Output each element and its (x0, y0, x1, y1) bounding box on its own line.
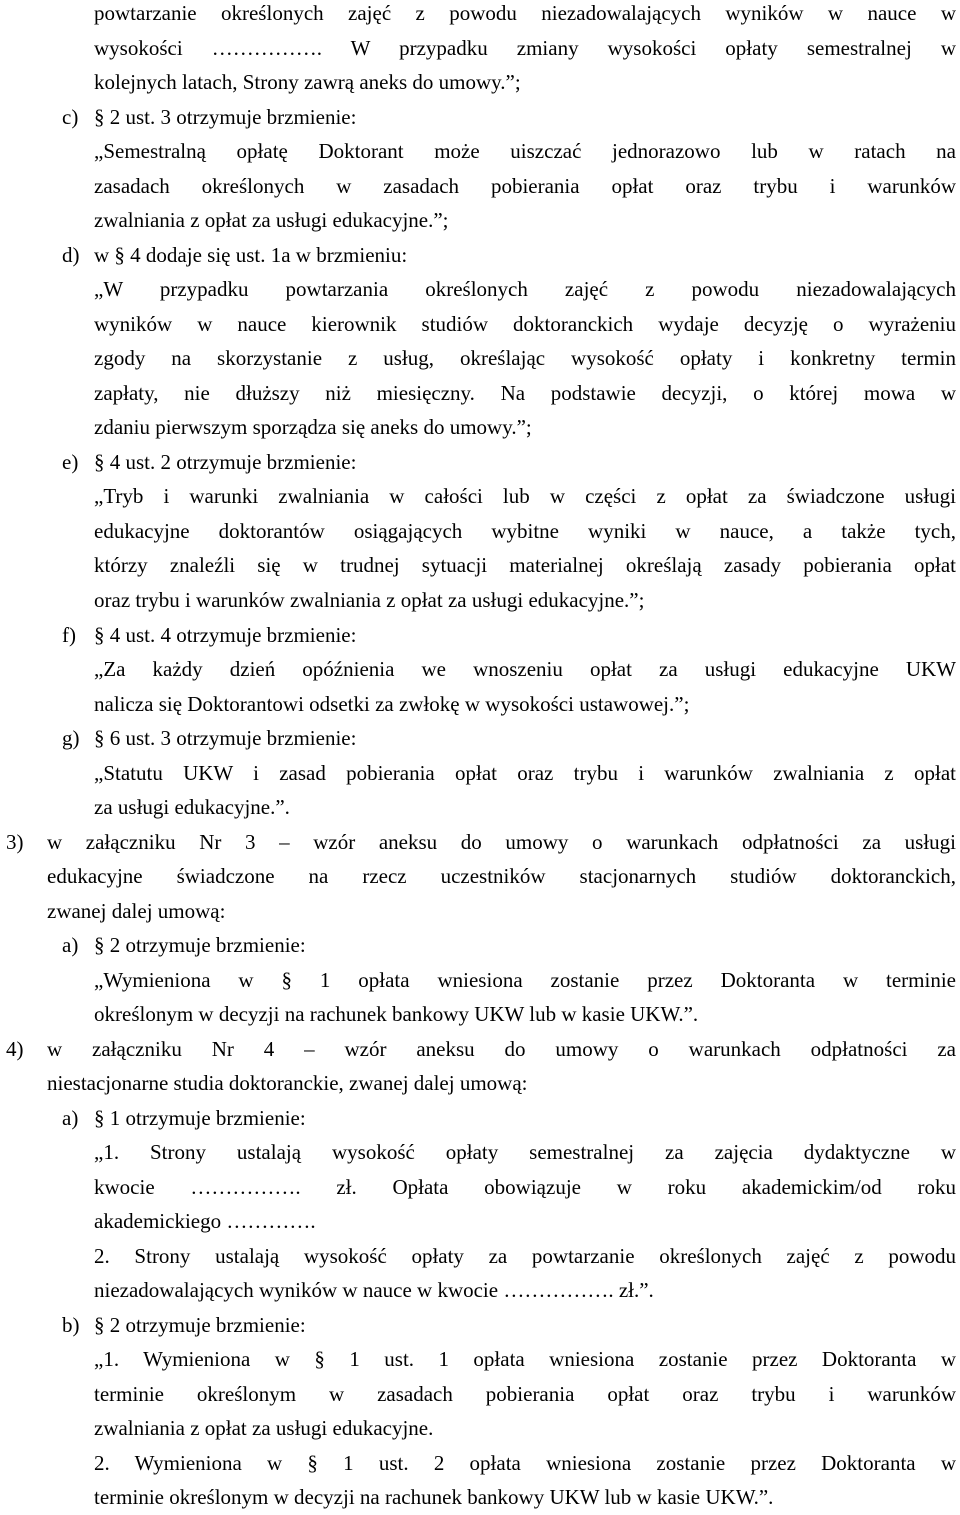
text-line: edukacyjne doktorantów osiągających wybitne wyniki w nauce, a także tych, (94, 518, 956, 543)
text-line: zwalniania z opłat za usługi edukacyjne. (94, 1416, 434, 1440)
text-line: zwalniania z opłat za usługi edukacyjne.”; (94, 208, 449, 232)
quote-4b (94, 1342, 956, 1515)
text-line: terminie określonym w zasadach pobierania opłat oraz trybu i warunków (94, 1381, 956, 1406)
item-lead-e: § 4 ust. 2 otrzymuje brzmienie: (94, 449, 357, 474)
text-line: kwocie ……………. zł. Opłata obowiązuje w roku akademickim/od roku (94, 1174, 956, 1199)
text-line: terminie określonym w decyzji na rachunek bankowy UKW lub w kasie UKW.”. (94, 1485, 774, 1509)
item-label-4a: a) (62, 1105, 79, 1130)
item-label-c: c) (62, 104, 79, 129)
text-line: zgody na skorzystanie z usług, określając wysokość opłaty i konkretny termin (94, 346, 956, 370)
item-lead-3a: § 2 otrzymuje brzmienie: (94, 933, 306, 957)
item-label-4b: b) (62, 1312, 80, 1337)
text-line: zdaniu pierwszym sporządza się aneks do umowy.”; (94, 415, 532, 439)
item-lead-c: § 2 ust. 3 otrzymuje brzmienie: (94, 104, 357, 129)
text-line: oraz trybu i warunków zwalniania z opłat za usługi edukacyjne.”; (94, 587, 645, 612)
quote-g (94, 756, 956, 825)
text-line: „Statutu UKW i zasad pobierania opłat oraz trybu i warunków zwalniania z opłat (94, 760, 956, 785)
quote-3a (94, 963, 956, 1032)
quote-c (94, 134, 956, 238)
item-lead-4b: § 2 otrzymuje brzmienie: (94, 1312, 306, 1337)
text-line: w załączniku Nr 4 – wzór aneksu do umowy o warunkach odpłatności za (47, 1036, 956, 1061)
item-label-3a: a) (62, 933, 79, 957)
item-lead-f: § 4 ust. 4 otrzymuje brzmienie: (94, 622, 357, 647)
text-line: zwanej dalej umową: (47, 898, 226, 923)
quote-d (94, 272, 956, 445)
point-4-text (47, 1032, 956, 1101)
point-label-3: 3) (6, 829, 24, 854)
text-line: kolejnych latach, Strony zawrą aneks do umowy.”; (94, 70, 521, 94)
item-lead-d: w § 4 dodaje się ust. 1a w brzmieniu: (94, 242, 408, 267)
text-line: zapłaty, nie dłuższy niż miesięczny. Na podstawie decyzji, o której mowa w (94, 380, 956, 405)
text-line: akademickiego …………. (94, 1209, 316, 1233)
text-line: 2. Wymieniona w § 1 ust. 2 opłata wniesiona zostanie przez Doktoranta w (94, 1450, 956, 1475)
text-line: „Za każdy dzień opóźnienia we wnoszeniu opłat za usługi edukacyjne UKW (94, 657, 956, 681)
text-line: „1. Strony ustalają wysokość opłaty semestralnej za zajęcia dydaktyczne w (94, 1140, 956, 1164)
item-label-g: g) (62, 726, 80, 750)
text-line: 2. Strony ustalają wysokość opłaty za powtarzanie określonych zajęć z powodu (94, 1243, 956, 1268)
text-line: za usługi edukacyjne.”. (94, 795, 290, 819)
text-line: wyników w nauce kierownik studiów doktoranckich wydaje decyzję o wyrażeniu (94, 311, 956, 336)
item-lead-g: § 6 ust. 3 otrzymuje brzmienie: (94, 726, 357, 750)
item-label-e: e) (62, 449, 79, 474)
text-line: wysokości ……………. W przypadku zmiany wysokości opłaty semestralnej w (94, 35, 956, 60)
quote-4a (94, 1135, 956, 1308)
text-line: „1. Wymieniona w § 1 ust. 1 opłata wniesiona zostanie przez Doktoranta w (94, 1347, 956, 1371)
text-line: niestacjonarne studia doktoranckie, zwanej dalej umową: (47, 1071, 528, 1095)
text-line: „W przypadku powtarzania określonych zajęć z powodu niezadowalających (94, 277, 956, 301)
text-line: „Wymieniona w § 1 opłata wniesiona zostanie przez Doktoranta w terminie (94, 967, 956, 992)
text-line: niezadowalających wyników w nauce w kwocie ……………. zł.”. (94, 1278, 654, 1302)
text-line: zasadach określonych w zasadach pobierania opłat oraz trybu i warunków (94, 173, 956, 198)
text-line: „Semestralną opłatę Doktorant może uiszczać jednorazowo lub w ratach na (94, 139, 956, 163)
item-label-f: f) (62, 622, 76, 647)
text-line: nalicza się Doktorantowi odsetki za zwłokę w wysokości ustawowej.”; (94, 691, 690, 716)
point-3-text (47, 825, 956, 929)
text-line: „Tryb i warunki zwalniania w całości lub w części z opłat za świadczone usługi (94, 484, 956, 508)
point-label-4: 4) (6, 1036, 24, 1061)
item-lead-4a: § 1 otrzymuje brzmienie: (94, 1105, 306, 1130)
quote-f (94, 652, 956, 721)
item-label-d: d) (62, 242, 80, 267)
quote-e (94, 479, 956, 617)
text-line: edukacyjne świadczone na rzecz uczestników stacjonarnych studiów doktoranckich, (47, 864, 956, 888)
continuation-paragraph (94, 0, 956, 100)
text-line: powtarzanie określonych zajęć z powodu niezadowalających wyników w nauce w (94, 1, 956, 25)
text-line: w załączniku Nr 3 – wzór aneksu do umowy o warunkach odpłatności za usługi (47, 829, 956, 854)
text-line: którzy znaleźli się w trudnej sytuacji materialnej określają zasady pobierania opłat (94, 553, 956, 577)
text-line: określonym w decyzji na rachunek bankowy UKW lub w kasie UKW.”. (94, 1002, 699, 1026)
